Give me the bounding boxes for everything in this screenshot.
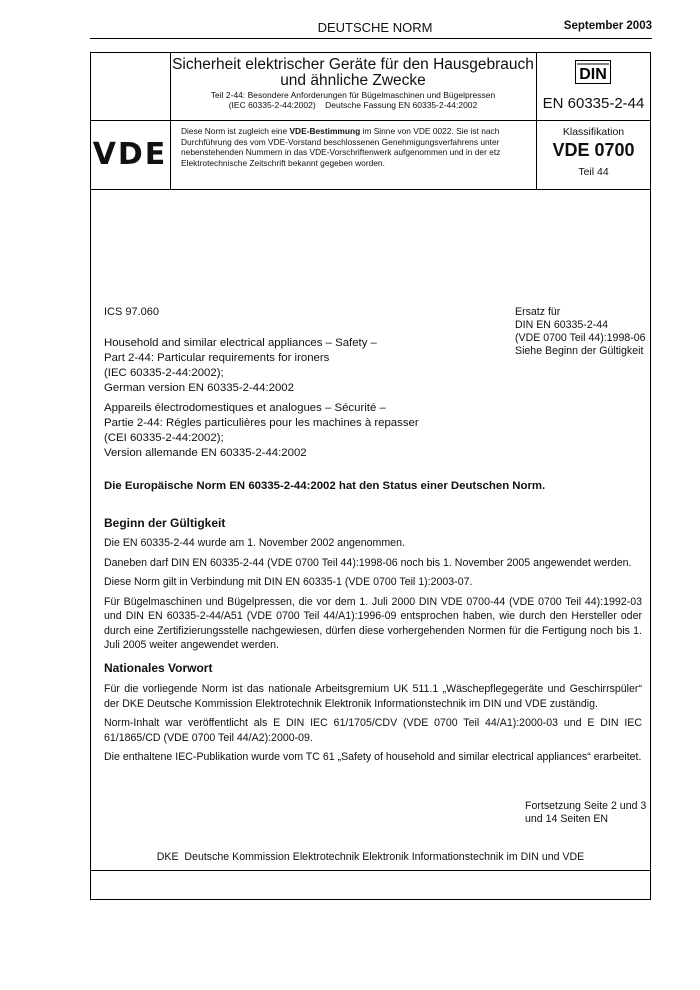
- beginn-heading: Beginn der Gültigkeit: [104, 516, 226, 530]
- subtitle-line-1: Teil 2-44: Besondere Anforderungen für Bügelmaschinen und Bügelpressen: [210, 90, 496, 100]
- norm-type: DEUTSCHE NORM: [317, 20, 433, 35]
- beginn-paragraph-1: Die EN 60335-2-44 wurde am 1. November 2002 angenommen.: [104, 537, 405, 549]
- header-divider-left: [170, 52, 171, 190]
- vde-statement: Diese Norm ist zugleich eine VDE-Bestimmung im Sinne von VDE 0022. Sie ist nach Durchführung des vom VDE-Vorstand beschlossenen Genehmigungsverfahrens unter nebenstehenden Nummern in das VDE-Vorschriftenwerk aufgenommen und in der etz Elektrotechnische Zeitschrift bekannt gegeben worden.: [181, 126, 501, 168]
- top-rule: [90, 38, 652, 39]
- status-statement: Die Europäische Norm EN 60335-2-44:2002 hat den Status einer Deutschen Norm.: [104, 480, 546, 492]
- classification-value: VDE 0700: [552, 140, 635, 160]
- vorwort-paragraph-2: Norm-Inhalt war veröffentlicht als E DIN IEC 61/1705/CDV (VDE 0700 Teil 44/A1):2000-03 und E DIN IEC 61/1865/CD (VDE 0700 Teil 44/A2):2000-09.: [104, 717, 642, 744]
- document-title: [172, 57, 534, 89]
- header-divider-bottom: [90, 189, 651, 190]
- publication-date: September 2003: [563, 20, 652, 32]
- continuation-note: Fortsetzung Seite 2 und 3 und 14 Seiten EN: [525, 800, 647, 825]
- page-frame: [90, 52, 651, 900]
- standard-number: EN 60335-2-44: [542, 95, 645, 112]
- beginn-section: [104, 536, 642, 653]
- publisher-footer: DKE Deutsche Kommission Elektrotechnik Elektronik Informationstechnik im DIN und VDE: [156, 851, 585, 863]
- footer-divider: [90, 870, 651, 871]
- replacement-note: Ersatz für DIN EN 60335-2-44 (VDE 0700 Teil 44):1998-06 Siehe Beginn der Gültigkeit: [515, 306, 646, 357]
- vorwort-paragraph-1: Für die vorliegende Norm ist das nationale Arbeitsgremium UK 511.1 „Wäschepflegegeräte und Geschirrspüler“ der DKE Deutsche Kommission Elektrotechnik Elektronik Informationstechnik im DIN und VDE zuständig.: [104, 683, 642, 710]
- classification-part: Teil 44: [578, 166, 609, 178]
- classification-label: Klassifikation: [562, 126, 625, 138]
- vorwort-paragraph-3: Die enthaltene IEC-Publikation wurde vom TC 61 „Safety of household and similar electrical appliances“ erarbeitet.: [104, 751, 642, 763]
- header-divider-mid: [90, 120, 651, 121]
- document-subtitle: [172, 90, 534, 110]
- title-line-2: und ähnliche Zwecke: [280, 72, 426, 89]
- subtitle-line-2: (IEC 60335-2-44:2002) Deutsche Fassung EN 60335-2-44:2002: [228, 100, 478, 110]
- vde-logo: VDE: [92, 137, 168, 172]
- beginn-paragraph-4: Für Bügelmaschinen und Bügelpressen, die vor dem 1. Juli 2000 DIN VDE 0700-44 (VDE 0700 Teil 44):1992-03 und DIN EN 60335-2-44/A51 (VDE 0700 Teil 44/A1):1996-09 entsprochen haben, wie durch den Hersteller oder durch eine Zertifizierungsstelle nachgewiesen, dürfen diese vorhergehenden Normen für die Fertigung noch bis 1. Juli 2005 weiter angewendet werden.: [104, 595, 642, 651]
- ics-code: ICS 97.060: [104, 306, 160, 318]
- vorwort-section: [104, 682, 642, 765]
- french-title: Appareils électrodomestiques et analogues – Sécurité – Partie 2-44: Régles particulières pour les machines à repasser (CEI 60335-2-44:2002); Version allemande EN 60335-2-44:2002: [104, 402, 419, 459]
- beginn-paragraph-2: Daneben darf DIN EN 60335-2-44 (VDE 0700 Teil 44):1998-06 noch bis 1. November 2005 angewendet werden.: [104, 556, 632, 569]
- title-line-1: Sicherheit elektrischer Geräte für den Hausgebrauch: [172, 56, 534, 73]
- din-logo: [575, 60, 611, 84]
- beginn-paragraph-3: Diese Norm gilt in Verbindung mit DIN EN 60335-1 (VDE 0700 Teil 1):2003-07.: [104, 576, 473, 588]
- english-title: Household and similar electrical appliances – Safety – Part 2-44: Particular requirements for ironers (IEC 60335-2-44:2002); German version EN 60335-2-44:2002: [104, 337, 377, 394]
- vorwort-heading: Nationales Vorwort: [104, 661, 213, 675]
- din-logo-text: DIN: [579, 66, 607, 83]
